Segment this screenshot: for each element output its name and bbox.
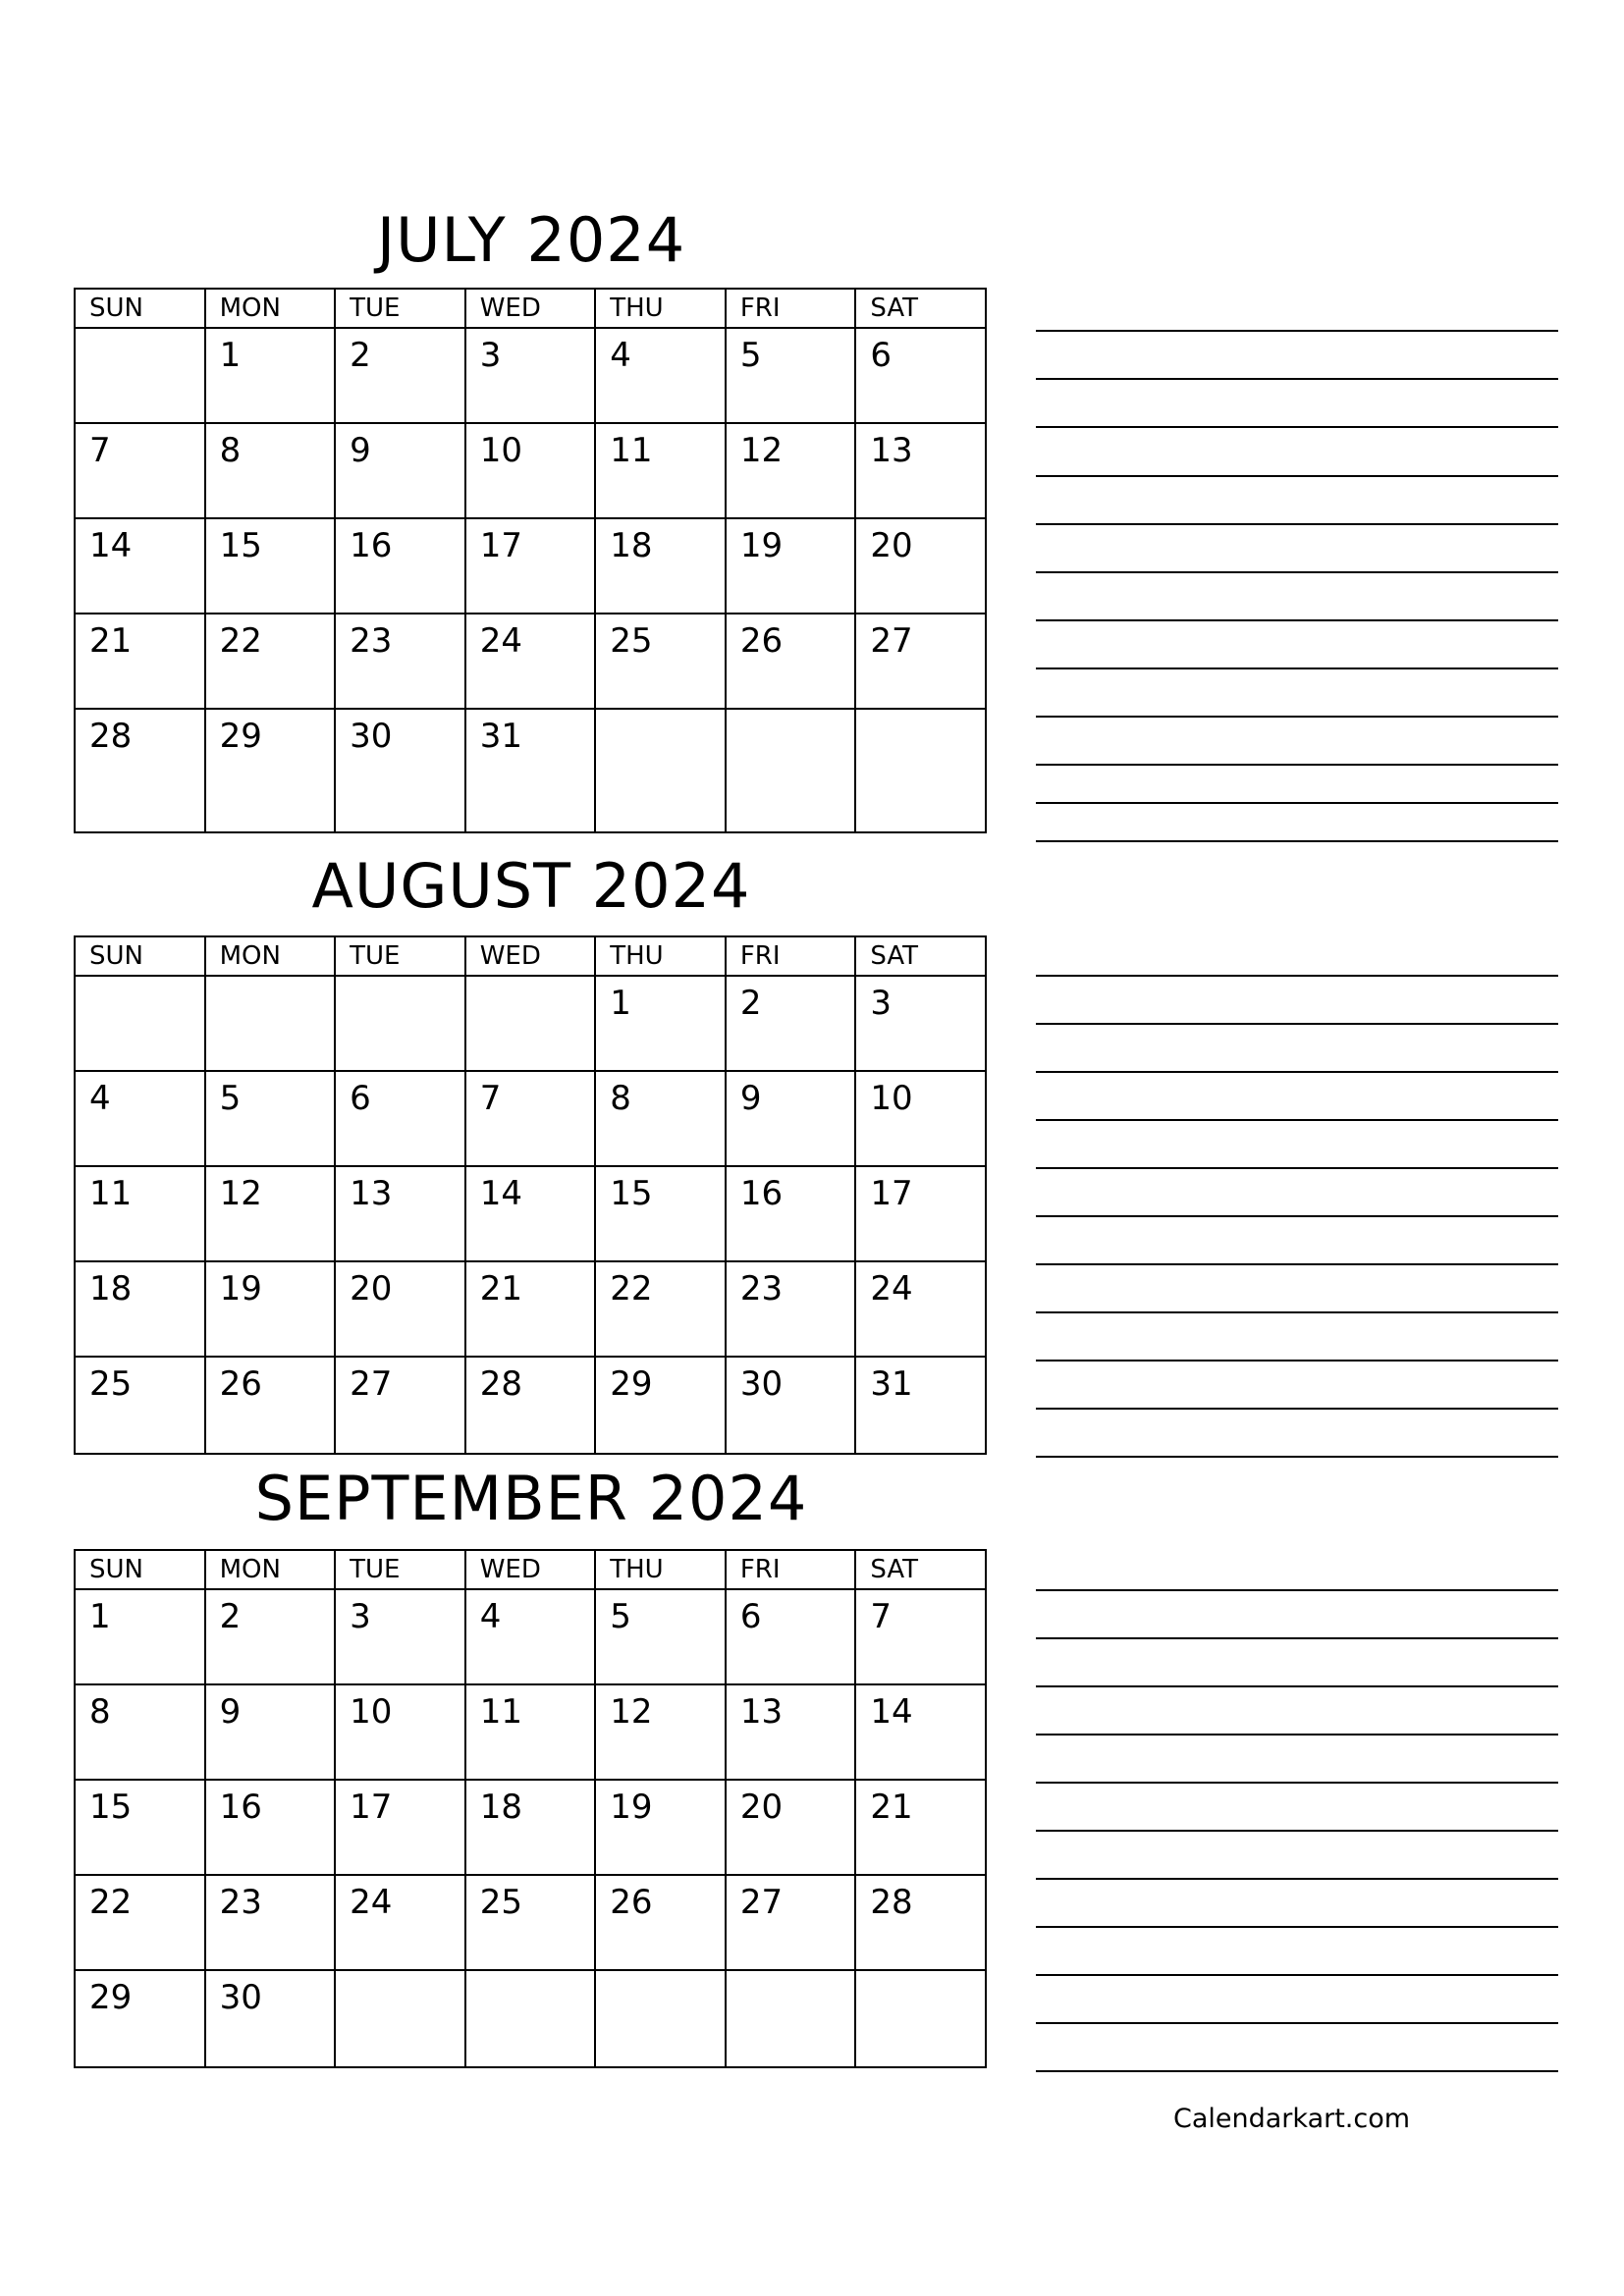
note-line	[1036, 1637, 1558, 1639]
day-cell: 21	[75, 614, 205, 709]
weekday-thu: THU	[595, 1550, 726, 1589]
week-row	[75, 1166, 986, 1261]
week-row	[75, 1261, 986, 1357]
week-row	[75, 709, 986, 832]
day-cell: 5	[595, 1589, 726, 1684]
day-cell: 14	[855, 1684, 986, 1780]
day-cell: 4	[75, 1071, 205, 1166]
day-cell: 13	[726, 1684, 856, 1780]
weekday-mon: MON	[205, 1550, 336, 1589]
note-line	[1036, 667, 1558, 669]
day-cell: 2	[726, 976, 856, 1071]
day-cell: 3	[465, 328, 596, 423]
day-cell: 8	[75, 1684, 205, 1780]
day-cell: 15	[595, 1166, 726, 1261]
calendar-grid	[74, 288, 987, 833]
note-line	[1036, 1782, 1558, 1784]
day-cell: 20	[726, 1780, 856, 1875]
day-cell: 27	[335, 1357, 465, 1454]
day-cell: 30	[726, 1357, 856, 1454]
day-cell: 15	[75, 1780, 205, 1875]
day-cell: 25	[595, 614, 726, 709]
day-cell: 1	[205, 328, 336, 423]
day-cell	[335, 1970, 465, 2067]
week-row	[75, 1357, 986, 1454]
weekday-thu: THU	[595, 289, 726, 328]
day-cell: 18	[595, 518, 726, 614]
day-cell: 30	[205, 1970, 336, 2067]
day-cell: 17	[465, 518, 596, 614]
day-cell: 6	[726, 1589, 856, 1684]
day-cell: 22	[595, 1261, 726, 1357]
day-cell: 11	[75, 1166, 205, 1261]
note-line	[1036, 2022, 1558, 2024]
note-line	[1036, 1167, 1558, 1169]
day-cell: 12	[205, 1166, 336, 1261]
note-line	[1036, 1830, 1558, 1832]
weekday-mon: MON	[205, 289, 336, 328]
day-cell: 26	[726, 614, 856, 709]
week-row	[75, 1780, 986, 1875]
day-cell: 6	[335, 1071, 465, 1166]
day-cell: 10	[465, 423, 596, 518]
weekday-thu: THU	[595, 936, 726, 976]
day-cell	[465, 976, 596, 1071]
day-cell	[855, 709, 986, 832]
day-cell: 9	[335, 423, 465, 518]
week-row	[75, 423, 986, 518]
day-cell: 31	[855, 1357, 986, 1454]
day-cell: 7	[855, 1589, 986, 1684]
note-line	[1036, 716, 1558, 718]
day-cell: 10	[335, 1684, 465, 1780]
day-cell: 5	[726, 328, 856, 423]
day-cell: 2	[205, 1589, 336, 1684]
day-cell	[75, 328, 205, 423]
day-cell: 17	[335, 1780, 465, 1875]
month-title: JULY 2024	[376, 204, 686, 276]
day-cell: 7	[75, 423, 205, 518]
day-cell	[335, 976, 465, 1071]
note-line	[1036, 802, 1558, 804]
note-line	[1036, 1878, 1558, 1880]
note-line	[1036, 523, 1558, 525]
day-cell: 16	[726, 1166, 856, 1261]
note-line	[1036, 1974, 1558, 1976]
note-line	[1036, 1071, 1558, 1073]
day-cell: 21	[465, 1261, 596, 1357]
day-cell: 15	[205, 518, 336, 614]
day-cell: 16	[335, 518, 465, 614]
day-cell: 5	[205, 1071, 336, 1166]
weekday-fri: FRI	[726, 936, 856, 976]
weekday-fri: FRI	[726, 289, 856, 328]
day-cell: 8	[205, 423, 336, 518]
day-cell: 27	[855, 614, 986, 709]
note-line	[1036, 330, 1558, 332]
day-cell: 24	[335, 1875, 465, 1970]
week-row	[75, 1589, 986, 1684]
day-cell: 25	[465, 1875, 596, 1970]
weekday-tue: TUE	[335, 1550, 465, 1589]
day-cell	[465, 1970, 596, 2067]
day-cell: 14	[465, 1166, 596, 1261]
day-cell: 17	[855, 1166, 986, 1261]
note-line	[1036, 2070, 1558, 2072]
day-cell: 28	[855, 1875, 986, 1970]
note-line	[1036, 1360, 1558, 1362]
day-cell	[855, 1970, 986, 2067]
note-line	[1036, 378, 1558, 380]
day-cell: 13	[855, 423, 986, 518]
day-cell	[75, 976, 205, 1071]
week-row	[75, 328, 986, 423]
day-cell	[595, 1970, 726, 2067]
day-cell: 10	[855, 1071, 986, 1166]
day-cell: 13	[335, 1166, 465, 1261]
note-line	[1036, 1685, 1558, 1687]
note-line	[1036, 840, 1558, 842]
note-line	[1036, 1215, 1558, 1217]
day-cell: 29	[75, 1970, 205, 2067]
day-cell: 4	[595, 328, 726, 423]
day-cell	[726, 709, 856, 832]
weekday-tue: TUE	[335, 289, 465, 328]
day-cell: 4	[465, 1589, 596, 1684]
weekday-wed: WED	[465, 1550, 596, 1589]
calendar-grid	[74, 1549, 987, 2068]
weekday-wed: WED	[465, 936, 596, 976]
day-cell: 3	[855, 976, 986, 1071]
day-cell: 18	[465, 1780, 596, 1875]
weekday-header-row	[75, 1550, 986, 1589]
day-cell: 22	[75, 1875, 205, 1970]
week-row	[75, 1970, 986, 2067]
day-cell	[726, 1970, 856, 2067]
weekday-fri: FRI	[726, 1550, 856, 1589]
day-cell	[205, 976, 336, 1071]
day-cell: 30	[335, 709, 465, 832]
note-line	[1036, 1926, 1558, 1928]
month-title: SEPTEMBER 2024	[254, 1463, 808, 1534]
note-line	[1036, 426, 1558, 428]
note-line	[1036, 1589, 1558, 1591]
day-cell: 24	[855, 1261, 986, 1357]
weekday-header-row	[75, 289, 986, 328]
day-cell: 8	[595, 1071, 726, 1166]
day-cell: 23	[335, 614, 465, 709]
day-cell: 16	[205, 1780, 336, 1875]
weekday-sat: SAT	[855, 1550, 986, 1589]
week-row	[75, 1875, 986, 1970]
note-line	[1036, 1023, 1558, 1025]
day-cell: 26	[205, 1357, 336, 1454]
note-line	[1036, 975, 1558, 977]
note-line	[1036, 1408, 1558, 1410]
day-cell: 3	[335, 1589, 465, 1684]
note-line	[1036, 1119, 1558, 1121]
day-cell: 2	[335, 328, 465, 423]
weekday-sun: SUN	[75, 1550, 205, 1589]
day-cell: 19	[595, 1780, 726, 1875]
day-cell: 28	[465, 1357, 596, 1454]
note-line	[1036, 619, 1558, 621]
day-cell: 11	[465, 1684, 596, 1780]
week-row	[75, 1071, 986, 1166]
day-cell: 1	[75, 1589, 205, 1684]
weekday-sun: SUN	[75, 289, 205, 328]
day-cell: 28	[75, 709, 205, 832]
day-cell: 14	[75, 518, 205, 614]
weekday-sun: SUN	[75, 936, 205, 976]
day-cell: 23	[726, 1261, 856, 1357]
week-row	[75, 976, 986, 1071]
week-row	[75, 614, 986, 709]
day-cell: 12	[595, 1684, 726, 1780]
calendar-grid	[74, 935, 987, 1455]
note-line	[1036, 1734, 1558, 1735]
day-cell: 7	[465, 1071, 596, 1166]
weekday-wed: WED	[465, 289, 596, 328]
day-cell: 31	[465, 709, 596, 832]
weekday-sat: SAT	[855, 289, 986, 328]
day-cell: 19	[205, 1261, 336, 1357]
day-cell: 27	[726, 1875, 856, 1970]
footer-website: Calendarkart.com	[1173, 2104, 1411, 2134]
day-cell: 25	[75, 1357, 205, 1454]
day-cell: 24	[465, 614, 596, 709]
day-cell: 23	[205, 1875, 336, 1970]
note-line	[1036, 1456, 1558, 1458]
day-cell: 22	[205, 614, 336, 709]
day-cell: 11	[595, 423, 726, 518]
note-line	[1036, 1311, 1558, 1313]
note-line	[1036, 1263, 1558, 1265]
day-cell: 21	[855, 1780, 986, 1875]
note-line	[1036, 571, 1558, 573]
weekday-tue: TUE	[335, 936, 465, 976]
day-cell: 20	[855, 518, 986, 614]
weekday-sat: SAT	[855, 936, 986, 976]
month-title: AUGUST 2024	[311, 850, 751, 922]
day-cell: 12	[726, 423, 856, 518]
day-cell: 19	[726, 518, 856, 614]
week-row	[75, 518, 986, 614]
day-cell: 18	[75, 1261, 205, 1357]
day-cell: 26	[595, 1875, 726, 1970]
weekday-header-row	[75, 936, 986, 976]
day-cell: 9	[726, 1071, 856, 1166]
day-cell: 9	[205, 1684, 336, 1780]
day-cell: 20	[335, 1261, 465, 1357]
day-cell: 29	[205, 709, 336, 832]
day-cell: 1	[595, 976, 726, 1071]
week-row	[75, 1684, 986, 1780]
weekday-mon: MON	[205, 936, 336, 976]
day-cell	[595, 709, 726, 832]
day-cell: 6	[855, 328, 986, 423]
note-line	[1036, 475, 1558, 477]
note-line	[1036, 764, 1558, 766]
day-cell: 29	[595, 1357, 726, 1454]
